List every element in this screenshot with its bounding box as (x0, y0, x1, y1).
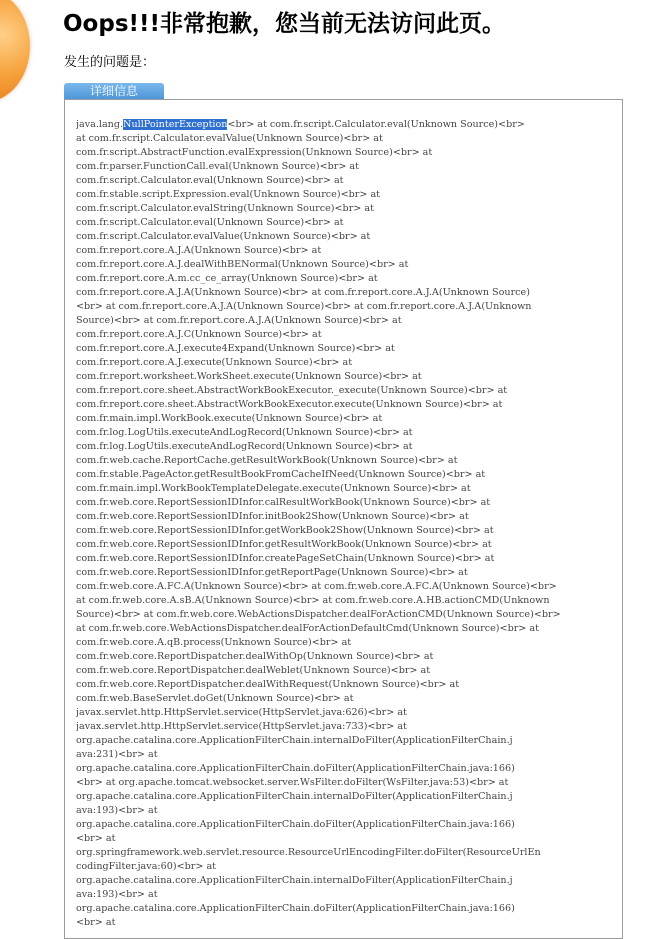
trace-line: com.fr.report.core.A.m.cc_ce_array(Unknown Source)<br> at (76, 273, 378, 284)
trace-line: com.fr.script.Calculator.eval(Unknown Source)<br> at (76, 217, 344, 228)
trace-line: org.springframework.web.servlet.resource.ResourceUrlEncodingFilter.doFilter(ResourceUrlEn (76, 847, 541, 858)
details-tab[interactable]: 详细信息 (64, 83, 164, 99)
trace-line: ava:231)<br> at (76, 749, 158, 760)
trace-line: com.fr.report.core.A.J.C(Unknown Source)<br> at (76, 329, 322, 340)
trace-line: com.fr.stable.script.Expression.eval(Unknown Source)<br> at (76, 189, 381, 200)
trace-line: Source)<br> at com.fr.report.core.A.J.A(Unknown Source)<br> at (76, 315, 402, 326)
trace-line: com.fr.web.core.ReportSessionIDInfor.initBook2Show(Unknown Source)<br> at (76, 511, 469, 522)
trace-line: org.apache.catalina.core.ApplicationFilterChain.internalDoFilter(ApplicationFilterChain.j (76, 735, 513, 746)
trace-line: org.apache.catalina.core.ApplicationFilterChain.doFilter(ApplicationFilterChain.java:166) (76, 903, 515, 914)
trace-line: com.fr.web.core.ReportSessionIDInfor.getWorkBook2Show(Unknown Source)<br> at (76, 525, 494, 536)
trace-line: com.fr.log.LogUtils.executeAndLogRecord(Unknown Source)<br> at (76, 441, 413, 452)
trace-line: <br> at org.apache.tomcat.websocket.server.WsFilter.doFilter(WsFilter.java:53)<br> at (76, 777, 509, 788)
trace-line: com.fr.report.core.A.J.dealWithBENormal(Unknown Source)<br> at (76, 259, 409, 270)
selected-exception-text: NullPointerException (123, 119, 228, 130)
problem-label: 发生的问题是： (64, 55, 156, 70)
trace-line: com.fr.report.core.A.J.execute(Unknown Source)<br> at (76, 357, 353, 368)
trace-line: com.fr.script.Calculator.evalString(Unknown Source)<br> at (76, 203, 374, 214)
trace-line: com.fr.web.core.A.qB.process(Unknown Source)<br> at (76, 637, 352, 648)
trace-line: com.fr.log.LogUtils.executeAndLogRecord(Unknown Source)<br> at (76, 427, 413, 438)
trace-line: com.fr.script.Calculator.eval(Unknown Source)<br> at (76, 175, 344, 186)
trace-line: org.apache.catalina.core.ApplicationFilterChain.doFilter(ApplicationFilterChain.java:166) (76, 819, 515, 830)
trace-line: com.fr.report.worksheet.WorkSheet.execute(Unknown Source)<br> at (76, 371, 422, 382)
trace-line: com.fr.web.core.ReportDispatcher.dealWithOp(Unknown Source)<br> at (76, 651, 434, 662)
trace-line: javax.servlet.http.HttpServlet.service(HttpServlet.java:626)<br> at (76, 707, 407, 718)
trace-line: ava:193)<br> at (76, 889, 158, 900)
stack-trace-panel[interactable] (64, 99, 623, 939)
trace-line: com.fr.web.cache.ReportCache.getResultWorkBook(Unknown Source)<br> at (76, 455, 458, 466)
trace-line-suffix: <br> at com.fr.script.Calculator.eval(Unknown Source)<br> (227, 119, 525, 130)
trace-line: <br> at (76, 917, 116, 928)
trace-line-prefix: java.lang. (76, 119, 124, 130)
trace-line: <br> at com.fr.report.core.A.J.A(Unknown Source)<br> at com.fr.report.core.A.J.A(Unknown (76, 301, 532, 312)
trace-line: com.fr.script.Calculator.evalValue(Unknown Source)<br> at (76, 231, 371, 242)
trace-line: com.fr.report.core.sheet.AbstractWorkBookExecutor.execute(Unknown Source)<br> at (76, 399, 503, 410)
trace-line: codingFilter.java:60)<br> at (76, 861, 217, 872)
decorative-orb (0, 0, 30, 102)
trace-line: com.fr.main.impl.WorkBookTemplateDelegate.execute(Unknown Source)<br> at (76, 483, 471, 494)
trace-line (76, 118, 616, 132)
trace-line: at com.fr.script.Calculator.evalValue(Unknown Source)<br> at (76, 133, 383, 144)
trace-line: com.fr.web.core.ReportSessionIDInfor.getResultWorkBook(Unknown Source)<br> at (76, 539, 492, 550)
trace-line: com.fr.script.AbstractFunction.evalExpression(Unknown Source)<br> at (76, 147, 433, 158)
trace-line: at com.fr.web.core.A.sB.A(Unknown Source)<br> at com.fr.web.core.A.HB.actionCMD(Unknown (76, 595, 550, 606)
trace-line: com.fr.report.core.A.J.A(Unknown Source)<br> at com.fr.report.core.A.J.A(Unknown Source) (76, 287, 530, 298)
stack-trace-text (76, 118, 616, 930)
trace-line: org.apache.catalina.core.ApplicationFilterChain.internalDoFilter(ApplicationFilterChain.j (76, 791, 513, 802)
trace-line: com.fr.report.core.A.J.execute4Expand(Unknown Source)<br> at (76, 343, 395, 354)
trace-line: com.fr.report.core.A.J.A(Unknown Source)<br> at (76, 245, 322, 256)
trace-line: com.fr.stable.PageActor.getResultBookFromCacheIfNeed(Unknown Source)<br> at (76, 469, 486, 480)
trace-line: com.fr.web.core.ReportDispatcher.dealWithRequest(Unknown Source)<br> at (76, 679, 460, 690)
trace-line: com.fr.web.core.A.FC.A(Unknown Source)<br> at com.fr.web.core.A.FC.A(Unknown Source)<br> (76, 581, 557, 592)
trace-line: com.fr.web.core.ReportSessionIDInfor.calResultWorkBook(Unknown Source)<br> at (76, 497, 491, 508)
trace-line: com.fr.web.core.ReportSessionIDInfor.createPageSetChain(Unknown Source)<br> at (76, 553, 495, 564)
trace-line: Source)<br> at com.fr.web.core.WebActionsDispatcher.dealForActionCMD(Unknown Source)<br> (76, 609, 561, 620)
trace-line: at com.fr.web.core.WebActionsDispatcher.dealForActionDefaultCmd(Unknown Source)<br> at (76, 623, 539, 634)
trace-line: com.fr.parser.FunctionCall.eval(Unknown Source)<br> at (76, 161, 360, 172)
trace-line: ava:193)<br> at (76, 805, 158, 816)
trace-line: com.fr.web.BaseServlet.doGet(Unknown Source)<br> at (76, 693, 354, 704)
trace-line: <br> at (76, 833, 116, 844)
page-title: Oops!!!非常抱歉，您当前无法访问此页。 (63, 11, 505, 37)
trace-line: org.apache.catalina.core.ApplicationFilterChain.internalDoFilter(ApplicationFilterChain.j (76, 875, 513, 886)
trace-line: com.fr.web.core.ReportDispatcher.dealWeblet(Unknown Source)<br> at (76, 665, 431, 676)
trace-line: javax.servlet.http.HttpServlet.service(HttpServlet.java:733)<br> at (76, 721, 407, 732)
trace-line: com.fr.web.core.ReportSessionIDInfor.getReportPage(Unknown Source)<br> at (76, 567, 468, 578)
trace-line: com.fr.report.core.sheet.AbstractWorkBookExecutor._execute(Unknown Source)<br> at (76, 385, 508, 396)
trace-line: com.fr.main.impl.WorkBook.execute(Unknown Source)<br> at (76, 413, 383, 424)
trace-line: org.apache.catalina.core.ApplicationFilterChain.doFilter(ApplicationFilterChain.java:166) (76, 763, 515, 774)
